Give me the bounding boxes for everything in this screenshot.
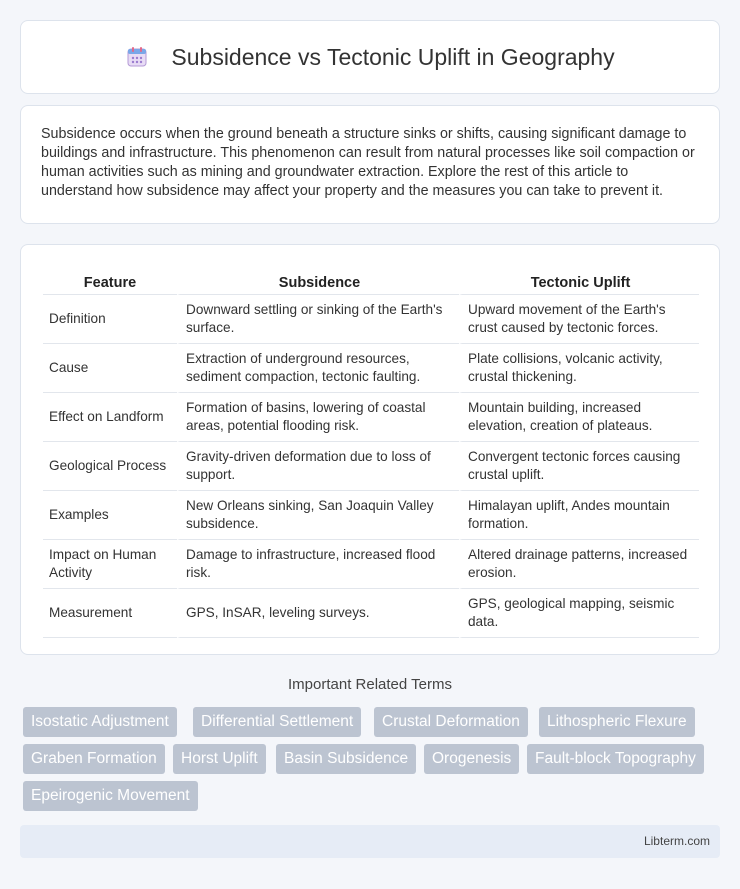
table-header-row	[43, 265, 699, 295]
footer-site-link[interactable]: Libterm.com	[643, 834, 710, 848]
table-row	[43, 540, 699, 589]
row-feature: Geological Process	[43, 442, 177, 491]
header-feature: Feature	[43, 265, 177, 295]
row-feature: Effect on Landform	[43, 393, 177, 442]
row-subsidence: GPS, InSAR, leveling surveys.	[177, 589, 459, 638]
intro-paragraph: Subsidence occurs when the ground beneath a structure sinks or shifts, causing significant damage to buildings and infrastructure. This phenomenon can result from natural processes like soil compaction or human activities such as mining and groundwater extraction. Explore the rest of this article to understand how subsidence may affect your property and the measures you can take to prevent it.	[41, 126, 695, 199]
row-subsidence: Damage to infrastructure, increased flood risk.	[177, 540, 459, 589]
related-term-tag[interactable]: Fault-block Topography	[527, 744, 704, 774]
comparison-card	[20, 244, 720, 655]
related-term-tag[interactable]: Epeirogenic Movement	[23, 781, 198, 811]
table-row	[43, 589, 699, 638]
related-term-tag[interactable]: Orogenesis	[424, 744, 519, 774]
row-feature: Definition	[43, 295, 177, 344]
row-tectonic-uplift: Himalayan uplift, Andes mountain formation.	[459, 491, 699, 540]
row-tectonic-uplift: Mountain building, increased elevation, creation of plateaus.	[459, 393, 699, 442]
row-tectonic-uplift: Convergent tectonic forces causing crustal uplift.	[459, 442, 699, 491]
row-subsidence: New Orleans sinking, San Joaquin Valley subsidence.	[177, 491, 459, 540]
row-tectonic-uplift: Plate collisions, volcanic activity, crustal thickening.	[459, 344, 699, 393]
table-row	[43, 344, 699, 393]
comparison-table	[43, 265, 699, 638]
related-term-tag[interactable]: Basin Subsidence	[276, 744, 416, 774]
row-feature: Measurement	[43, 589, 177, 638]
related-term-tag[interactable]: Horst Uplift	[173, 744, 266, 774]
intro-card	[20, 105, 720, 224]
row-subsidence: Gravity-driven deformation due to loss of support.	[177, 442, 459, 491]
footer	[20, 825, 720, 858]
related-term-tag[interactable]: Isostatic Adjustment	[23, 707, 177, 737]
row-tectonic-uplift: GPS, geological mapping, seismic data.	[459, 589, 699, 638]
related-term-tag[interactable]: Differential Settlement	[193, 707, 361, 737]
table-row	[43, 295, 699, 344]
row-feature: Cause	[43, 344, 177, 393]
row-subsidence: Downward settling or sinking of the Earth's surface.	[177, 295, 459, 344]
table-row	[43, 491, 699, 540]
calendar-icon	[125, 45, 149, 69]
related-terms-title: Important Related Terms	[288, 676, 452, 693]
row-tectonic-uplift: Upward movement of the Earth's crust caused by tectonic forces.	[459, 295, 699, 344]
row-tectonic-uplift: Altered drainage patterns, increased erosion.	[459, 540, 699, 589]
related-term-tag[interactable]: Graben Formation	[23, 744, 165, 774]
related-term-tag[interactable]: Lithospheric Flexure	[539, 707, 695, 737]
row-feature: Impact on Human Activity	[43, 540, 177, 589]
table-row	[43, 393, 699, 442]
row-subsidence: Formation of basins, lowering of coastal areas, potential flooding risk.	[177, 393, 459, 442]
row-feature: Examples	[43, 491, 177, 540]
row-subsidence: Extraction of underground resources, sediment compaction, tectonic faulting.	[177, 344, 459, 393]
title-card	[20, 20, 720, 94]
related-term-tag[interactable]: Crustal Deformation	[374, 707, 528, 737]
header-subsidence: Subsidence	[177, 265, 459, 295]
header-tectonic-uplift: Tectonic Uplift	[459, 265, 699, 295]
table-row	[43, 442, 699, 491]
page-title: Subsidence vs Tectonic Uplift in Geography	[171, 43, 615, 70]
